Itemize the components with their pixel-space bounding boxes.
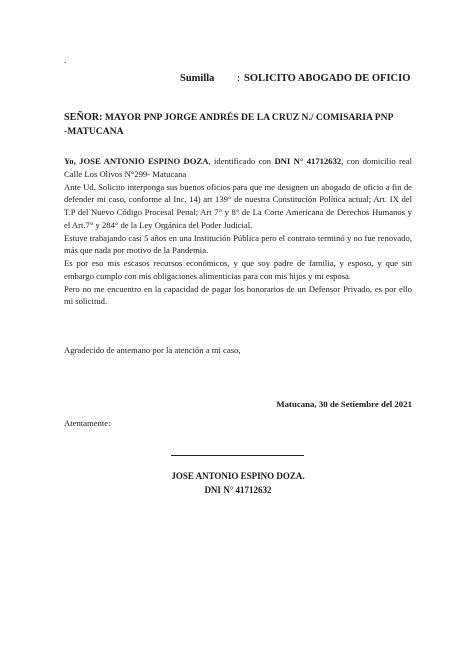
intro-paragraph bbox=[64, 155, 412, 181]
paragraph-resources: Es por eso mis escasos recursos económicos, y que soy padre de familia, y esposo, y que sin embargo cumplo con mis obligaciones alimenticias para con mis hijos y mi esposa. bbox=[64, 258, 412, 281]
paragraph-fees: Pero no me encuentro en la capacidad de pagar los honorarios de un Defensor Privado, es por ello mi solicitud. bbox=[64, 283, 412, 307]
attentively-line: Atentamente: bbox=[64, 418, 111, 428]
date-line: Matucana, 30 de Setiembre del 2021 bbox=[276, 399, 412, 409]
page-marker: . bbox=[64, 55, 67, 66]
sumilla-label: Sumilla bbox=[180, 73, 215, 84]
intro-text-2: , con domicilio real Calle Los Olivos N°299- Matucana bbox=[64, 156, 412, 179]
addressee-label: SEÑOR: bbox=[64, 112, 103, 123]
signature-line bbox=[171, 455, 304, 456]
signature-name-suffix: . bbox=[302, 471, 305, 481]
signature-block bbox=[120, 469, 356, 497]
intro-text-1: , identificado con bbox=[208, 156, 275, 166]
signature-name: JOSE ANTONIO ESPINO DOZA bbox=[171, 471, 303, 481]
applicant-dni: DNI N° 41712632 bbox=[274, 156, 342, 166]
signature-dni: DNI N° 41712632 bbox=[204, 485, 272, 495]
addressee-block bbox=[64, 111, 414, 138]
addressee-line-2: -MATUCANA bbox=[64, 125, 124, 137]
paragraph-employment: Estuve trabajando casi 5 años en una Institución Pública pero el contrato terminó y no fue renovado, más que nada por motivo de la Pandemia. bbox=[64, 232, 412, 256]
sumilla-colon: : bbox=[237, 73, 240, 84]
applicant-name: Yo, JOSE ANTONIO ESPINO DOZA bbox=[64, 156, 209, 166]
closing-line: Agradecido de antemano por la atención a mi caso, bbox=[64, 345, 241, 355]
addressee-line-1: MAYOR PNP JORGE ANDRÉS DE LA CRUZ N./ COMISARIA PNP bbox=[104, 112, 394, 123]
letter-body bbox=[64, 155, 412, 308]
subject-line bbox=[180, 73, 411, 84]
subject-text: SOLICITO ABOGADO DE OFICIO bbox=[244, 73, 411, 84]
paragraph-request: Ante Ud. Solicito interponga sus buenos oficios para que me designen un abogado de oficio a fin de defender mi caso, conforme al Inc. 14) art 139° de nuestra Constitución Política actual; Art. IX del T.P del Nuevo Código Procesal Penal; Art 7° y 8° de La Corte Americana de Derechos Humanos y el Art.7° y 284° de la Ley Orgánica del Poder Judicial. bbox=[64, 181, 412, 230]
